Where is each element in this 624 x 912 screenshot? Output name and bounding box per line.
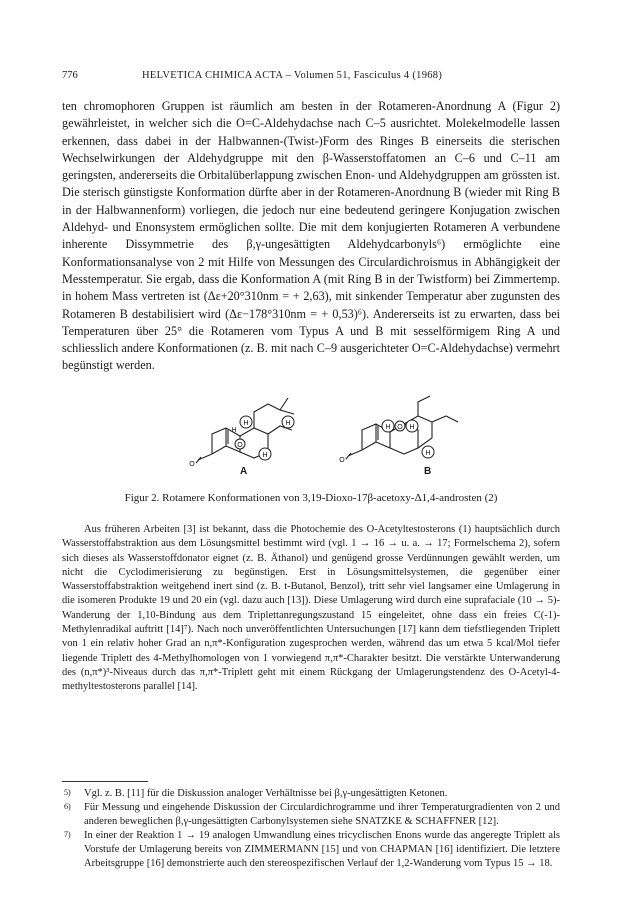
- conformer-b-label: B: [424, 466, 432, 477]
- footnote-mark: 6): [64, 802, 71, 811]
- figure-caption-text: Figur 2. Rotamere Konformationen von 3,19-Dioxo-17β-acetoxy-Δ1,4-androsten (2): [124, 492, 498, 504]
- o-atom-label: O: [339, 457, 345, 464]
- secondary-paragraph: [62, 523, 560, 695]
- running-header: [62, 70, 562, 86]
- footnote: [62, 829, 560, 871]
- footnote-mark: 7): [64, 830, 71, 839]
- footnote: [62, 801, 560, 829]
- footnote-text: Vgl. z. B. [11] für die Diskussion analoger Verhältnisse bei β,γ-ungesättigten Ketonen.: [84, 788, 448, 799]
- h-atom-label: H: [231, 427, 237, 434]
- footnote-mark: 5): [64, 788, 71, 797]
- footnote-text: Für Messung und eingehende Diskussion der Circulardichrogramme und ihrer Temperaturgradienten von 2 und anderen beweglichen β,γ-ungesättigten Carbonylsystemen siehe SNATZKE & SCHAFFNER [12].: [84, 802, 560, 827]
- secondary-paragraph-text: Aus früheren Arbeiten [3] ist bekannt, dass die Photochemie des O-Acetyltestosterons (1) hauptsächlich durch Wasserstoffabstraktion aus dem Lösungsmittel bestimmt wird (vgl. 1 → 16 → u. a. → 17; Formelschema 2), sofern sich dieses als Wasserstoffdonator eignet (z. B. Äthanol) und genügend grosse Verdünnungen gewählt werden, um nicht die Cyclodimerisierung zu begünstigen. Erst in Lösungsmittelsystemen, die gegenüber einer Wasserstoffabstraktion weitgehend inert sind (z. B. t-Butanol, Benzol), tritt sehr viel langsamer eine Umlagerung in die isomeren Produkte 19 und 20 ein (vgl. dazu auch [13]). Diese Umlagerung wird durch eine suprafaciale (10 → 5)-Wanderung der 1,10-Bindung aus dem Triplettanregungszustand 15 eingeleitet, ohne dass ein freies C(-1)-Methylenradikal auftritt [14]⁷). Nach noch unveröffentlichten Untersuchungen [17] kann dem tiefstliegenden Triplett von 1 ein relativ hoher Grad an n,π*-Konfiguration zugesprochen werden, während das um etwa 5 kcal/Mol tiefer liegende Triplett des 4-Methylhomologen von 1 vorwiegend π,π*-Charakter besitzt. Die verstärkte Unterwanderung des (n,π*)³-Niveaus durch das π,π*-Triplett geht mit einem Rückgang der Umlagerungstendenz des O-Acetyl-4-methyltestosterons parallel [14].: [62, 524, 560, 693]
- footnote-text: In einer der Reaktion 1 → 19 analogen Umwandlung eines tricyclischen Enons wurde das angeregte Triplett als Vorstufe der Umlagerung bereits von ZIMMERMANN [15] und von CHAPMAN [16] identifiziert. Die letztere Arbeitsgruppe [16] demonstrierte auch den stereospezifischen Verlauf der 1,2-Wanderung vom Typus 15 → 18.: [84, 830, 560, 869]
- figure-2-structures: [62, 392, 560, 478]
- conformer-a-skeleton: [196, 398, 294, 463]
- o-atom-label: O: [397, 424, 403, 431]
- footnotes: [62, 787, 560, 871]
- footnote: [62, 787, 560, 801]
- main-paragraph: [62, 98, 560, 375]
- h-atom-label: H: [262, 452, 268, 459]
- conformer-a-label: A: [240, 466, 248, 477]
- h-atom-label: H: [425, 450, 431, 457]
- molecule-drawings: [62, 392, 560, 478]
- h-atom-label: H: [409, 424, 415, 431]
- h-atom-label: H: [385, 424, 391, 431]
- main-paragraph-text: ten chromophoren Gruppen ist räumlich am besten in der Rotameren-Anordnung A (Figur 2) gewährleistet, in welcher sich die O=C-Aldehydachse nach C–5 ausrichtet. Molekelmodelle lassen erkennen, dass dabei in der Halbwannen-(Twist-)Form des Ringes B einerseits die sterischen Wechselwirkungen der Aldehydgruppe mit den β-Wasserstoffatomen an C–6 und C–11 am geringsten, andererseits die Orbitalüberlappung zwischen Enon- und Aldehydgruppen am grössten ist. Die sterisch günstigste Konformation dürfte aber in der Rotameren-Anordnung B (wieder mit Ring B in der Halbwannenform) vorliegen, die jedoch nur eine bedeutend geringere Konjugation zwischen Aldehyd- und Enonsystem ermöglichen sollte. Die mit dem konjugierten Rotameren A verbundene inherente Dissymmetrie des β,γ-ungesättigten Aldehydcarbonyls⁶) ermöglichte eine Konformationsanalyse von 2 mit Hilfe von Messungen des Circulardichroismus in Abhängigkeit der Messtemperatur. Sie ergab, dass die Konformation A (mit Ring B in der Twistform) bei Zimmertemp. in hohem Mass vertreten ist (Δε+20°310nm = + 2,63), mit sinkender Temperatur aber zugunsten des Rotameren B destabilisiert wird (Δε−178°310nm = + 0,53)⁶). Andererseits ist zu erwarten, dass bei Temperaturen über 25° die Rotameren vom Typus A und B mit sesselförmigem Ring A und schliesslich andere Konformationen (z. B. mit nach C–9 ausgerichteter O=C-Aldehydachse) vermehrt begünstigt werden.: [62, 99, 560, 373]
- page-number: 776: [62, 70, 78, 81]
- o-atom-label: O: [189, 461, 195, 468]
- running-title: HELVETICA CHIMICA ACTA – Volumen 51, Fasciculus 4 (1968): [142, 70, 443, 81]
- h-atom-label: H: [243, 420, 249, 427]
- footnote-divider: [62, 781, 148, 782]
- figure-caption: [62, 492, 560, 504]
- h-atom-label: H: [285, 420, 291, 427]
- o-atom-label: O: [237, 442, 243, 449]
